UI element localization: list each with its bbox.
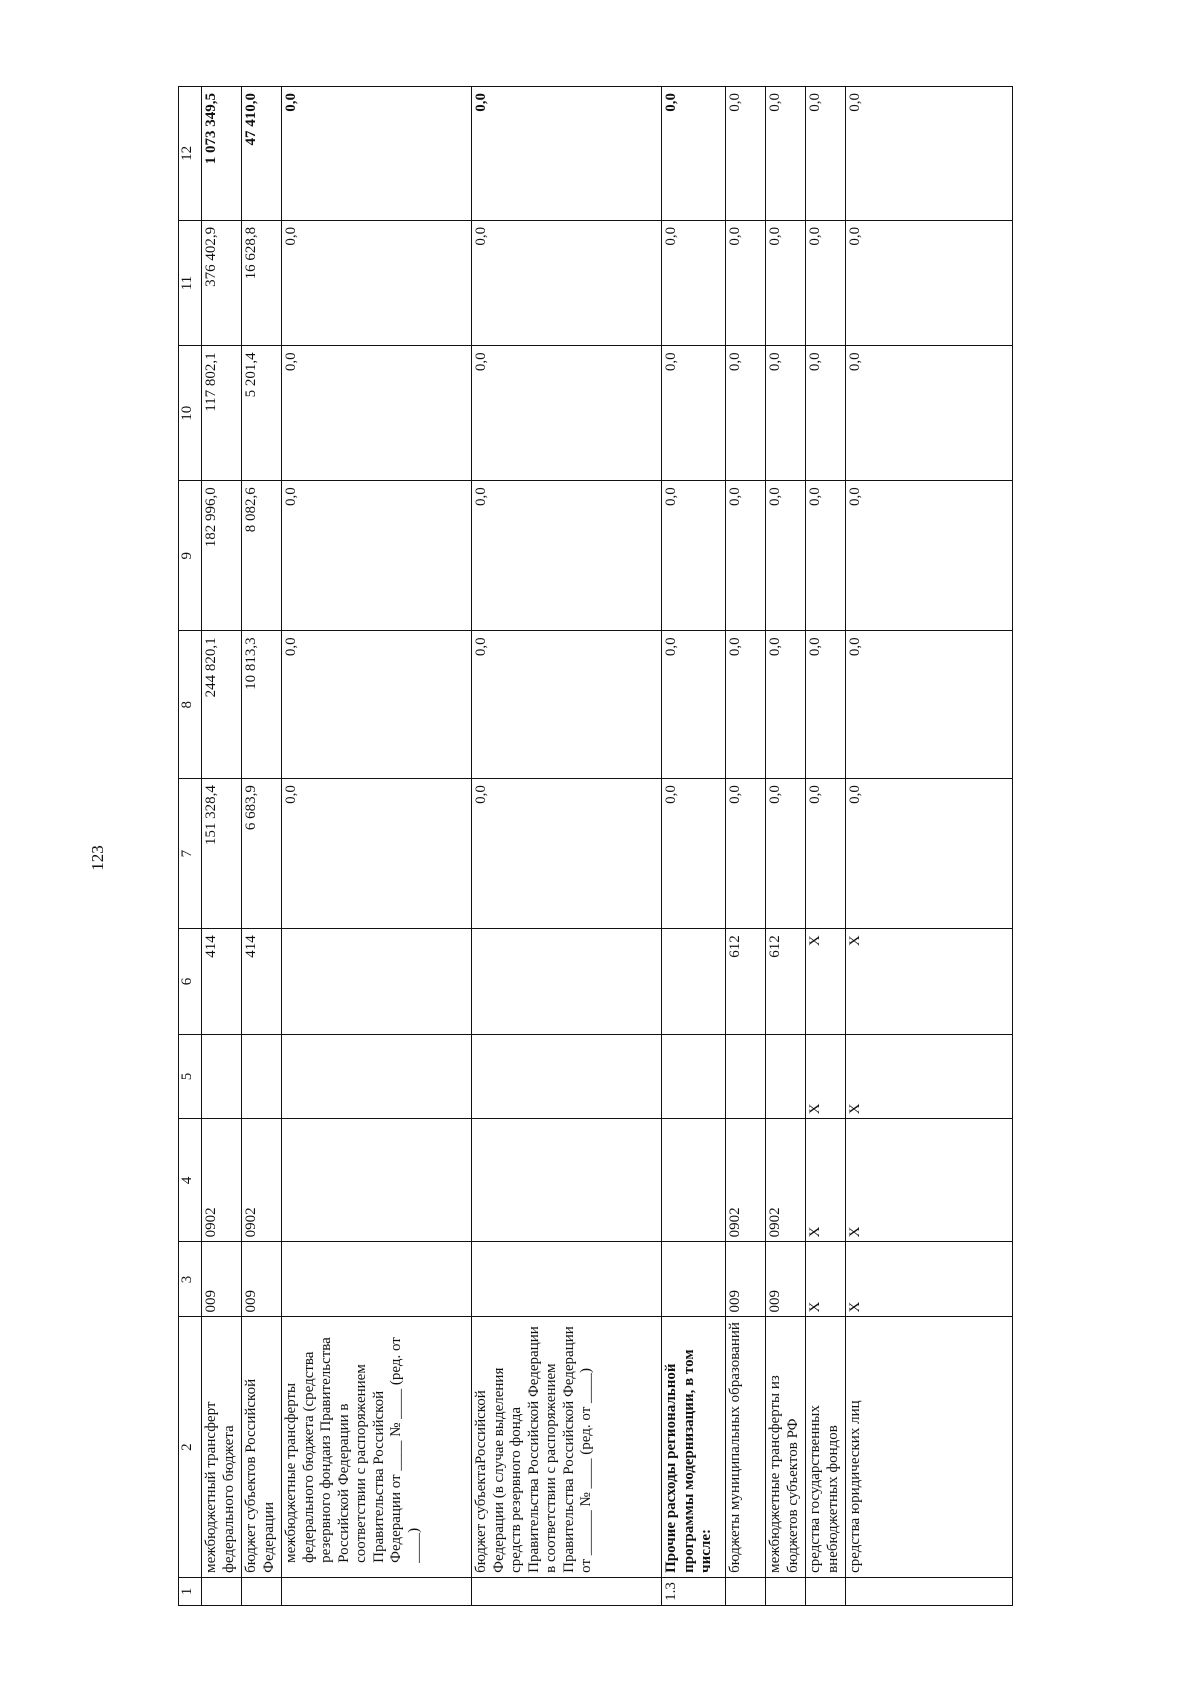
cell-col6 — [282, 929, 472, 1035]
row-description: средства юридических лиц — [846, 1317, 1013, 1577]
cell-col3 — [282, 1242, 472, 1317]
cell-col7: 0,0 — [766, 779, 806, 929]
cell-col5: Х — [806, 1034, 846, 1118]
cell-col12: 1 073 349,5 — [202, 87, 242, 221]
cell-col10: 0,0 — [766, 346, 806, 481]
cell-col5 — [242, 1034, 282, 1118]
cell-col5 — [726, 1034, 766, 1118]
cell-col7: 0,0 — [662, 779, 726, 929]
cell-col3 — [662, 1242, 726, 1317]
row-description: межбюджетный трансферт федерального бюджета — [202, 1317, 242, 1577]
cell-col10: 0,0 — [806, 346, 846, 481]
cell-col7: 0,0 — [806, 779, 846, 929]
cell-col8: 0,0 — [806, 631, 846, 779]
table-row — [202, 87, 242, 1606]
cell-col8: 0,0 — [766, 631, 806, 779]
cell-col6: 414 — [242, 929, 282, 1035]
row-description: межбюджетные трансферты из бюджетов субъектов РФ — [766, 1317, 806, 1577]
cell-col11: 0,0 — [726, 220, 766, 346]
cell-col7: 151 328,4 — [202, 779, 242, 929]
header-cell-8: 8 — [179, 631, 202, 779]
row-index — [766, 1577, 806, 1605]
cell-col7: 0,0 — [472, 779, 662, 929]
cell-col11: 0,0 — [806, 220, 846, 346]
cell-col12: 47 410,0 — [242, 87, 282, 221]
cell-col4: Х — [846, 1119, 1013, 1242]
header-cell-11: 11 — [179, 220, 202, 346]
cell-col4: 0902 — [766, 1119, 806, 1242]
cell-col8: 0,0 — [726, 631, 766, 779]
header-cell-12: 12 — [179, 87, 202, 221]
cell-col4: 0902 — [242, 1119, 282, 1242]
cell-col4: Х — [806, 1119, 846, 1242]
row-index: 1.3 — [662, 1577, 726, 1605]
cell-col6 — [472, 929, 662, 1035]
row-index — [472, 1577, 662, 1605]
row-index — [806, 1577, 846, 1605]
header-cell-4: 4 — [179, 1119, 202, 1242]
cell-col4 — [662, 1119, 726, 1242]
cell-col4: 0902 — [726, 1119, 766, 1242]
cell-col10: 0,0 — [662, 346, 726, 481]
cell-col4 — [472, 1119, 662, 1242]
cell-col3 — [472, 1242, 662, 1317]
cell-col6: 414 — [202, 929, 242, 1035]
cell-col11: 0,0 — [662, 220, 726, 346]
cell-col12: 0,0 — [662, 87, 726, 221]
cell-col6: 612 — [726, 929, 766, 1035]
cell-col6: 612 — [766, 929, 806, 1035]
cell-col11: 0,0 — [846, 220, 1013, 346]
cell-col12: 0,0 — [806, 87, 846, 221]
cell-col6: Х — [806, 929, 846, 1035]
table-row — [726, 87, 766, 1606]
cell-col5 — [472, 1034, 662, 1118]
table-row — [472, 87, 662, 1606]
row-description: бюджеты муниципальных образований — [726, 1317, 766, 1577]
header-cell-3: 3 — [179, 1242, 202, 1317]
cell-col6: Х — [846, 929, 1013, 1035]
cell-col10: 0,0 — [282, 346, 472, 481]
table-row — [282, 87, 472, 1606]
table-row — [242, 87, 282, 1606]
cell-col6 — [662, 929, 726, 1035]
cell-col9: 0,0 — [846, 481, 1013, 631]
cell-col3: 009 — [242, 1242, 282, 1317]
cell-col12: 0,0 — [282, 87, 472, 221]
table-row — [846, 87, 1013, 1606]
cell-col10: 117 802,1 — [202, 346, 242, 481]
row-description: бюджет субъектаРоссийской Федерации (в случае выделения средств резервного фонда Правительства Российской Федерации в соответствии с распоряжением Правительства Российской Федерации от ______ № ____ (ред. от ____) — [472, 1317, 662, 1577]
cell-col9: 0,0 — [806, 481, 846, 631]
cell-col10: 0,0 — [846, 346, 1013, 481]
cell-col9: 182 996,0 — [202, 481, 242, 631]
cell-col8: 244 820,1 — [202, 631, 242, 779]
budget-table-wrapper — [178, 86, 1013, 1606]
cell-col5 — [766, 1034, 806, 1118]
cell-col8: 0,0 — [662, 631, 726, 779]
row-description: Прочие расходы региональной программы модернизации, в том числе: — [662, 1317, 726, 1577]
table-row — [662, 87, 726, 1606]
cell-col3: Х — [846, 1242, 1013, 1317]
cell-col9: 0,0 — [282, 481, 472, 631]
cell-col12: 0,0 — [766, 87, 806, 221]
cell-col5: Х — [846, 1034, 1013, 1118]
row-index — [242, 1577, 282, 1605]
cell-col7: 0,0 — [846, 779, 1013, 929]
cell-col3: 009 — [766, 1242, 806, 1317]
cell-col11: 0,0 — [472, 220, 662, 346]
cell-col3: Х — [806, 1242, 846, 1317]
cell-col12: 0,0 — [726, 87, 766, 221]
header-row — [179, 87, 202, 1606]
cell-col7: 6 683,9 — [242, 779, 282, 929]
cell-col9: 0,0 — [472, 481, 662, 631]
row-index — [846, 1577, 1013, 1605]
cell-col8: 10 813,3 — [242, 631, 282, 779]
cell-col5 — [662, 1034, 726, 1118]
cell-col5 — [202, 1034, 242, 1118]
cell-col10: 0,0 — [726, 346, 766, 481]
header-cell-2: 2 — [179, 1317, 202, 1577]
cell-col4 — [282, 1119, 472, 1242]
header-cell-7: 7 — [179, 779, 202, 929]
cell-col9: 8 082,6 — [242, 481, 282, 631]
cell-col12: 0,0 — [472, 87, 662, 221]
page-number: 123 — [88, 845, 107, 871]
table-row — [806, 87, 846, 1606]
cell-col9: 0,0 — [726, 481, 766, 631]
row-index — [726, 1577, 766, 1605]
budget-table — [178, 86, 1013, 1606]
row-description: межбюджетные трансферты федерального бюджета (средства резервного фондаиз Правительства Российской Федерации в соответствии с распоряжением Правительства Российской Федерации от ____ № ____ (ред. от ____) — [282, 1317, 472, 1577]
row-index — [202, 1577, 242, 1605]
cell-col3: 009 — [726, 1242, 766, 1317]
cell-col11: 0,0 — [282, 220, 472, 346]
header-cell-1: 1 — [179, 1577, 202, 1605]
cell-col10: 5 201,4 — [242, 346, 282, 481]
header-cell-5: 5 — [179, 1034, 202, 1118]
cell-col8: 0,0 — [282, 631, 472, 779]
table-row — [766, 87, 806, 1606]
row-description: средства государственных внебюджетных фондов — [806, 1317, 846, 1577]
header-cell-6: 6 — [179, 929, 202, 1035]
cell-col8: 0,0 — [846, 631, 1013, 779]
cell-col11: 376 402,9 — [202, 220, 242, 346]
cell-col10: 0,0 — [472, 346, 662, 481]
header-cell-10: 10 — [179, 346, 202, 481]
cell-col11: 16 628,8 — [242, 220, 282, 346]
header-cell-9: 9 — [179, 481, 202, 631]
cell-col5 — [282, 1034, 472, 1118]
cell-col7: 0,0 — [726, 779, 766, 929]
cell-col8: 0,0 — [472, 631, 662, 779]
cell-col3: 009 — [202, 1242, 242, 1317]
row-description: бюджет субъектов Российской Федерации — [242, 1317, 282, 1577]
cell-col9: 0,0 — [766, 481, 806, 631]
cell-col9: 0,0 — [662, 481, 726, 631]
cell-col12: 0,0 — [846, 87, 1013, 221]
row-index — [282, 1577, 472, 1605]
cell-col11: 0,0 — [766, 220, 806, 346]
cell-col7: 0,0 — [282, 779, 472, 929]
cell-col4: 0902 — [202, 1119, 242, 1242]
